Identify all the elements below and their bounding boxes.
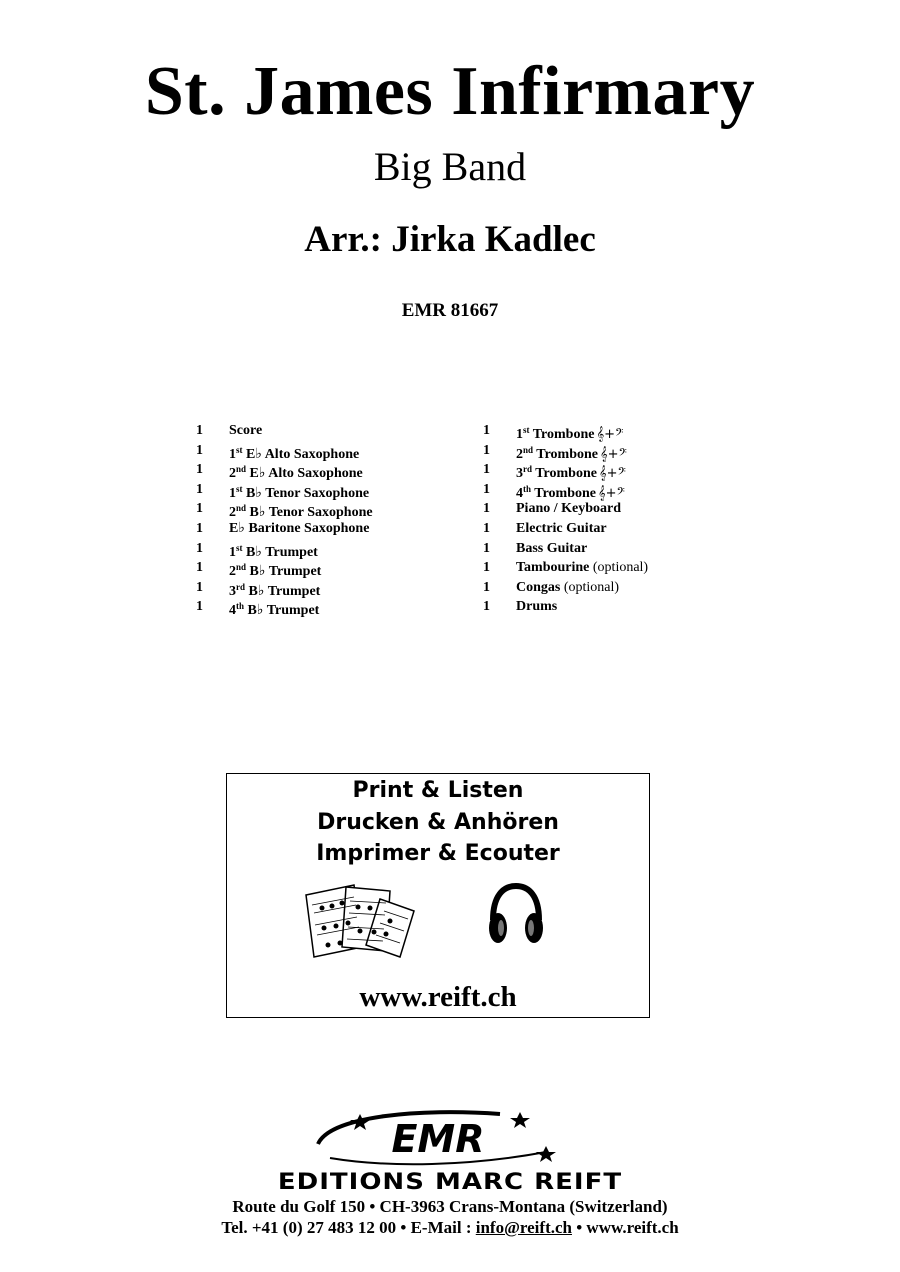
arranger: Arr.: Jirka Kadlec [304, 219, 596, 260]
part-row [196, 421, 373, 441]
part-quantity: 1 [483, 462, 490, 478]
part-ordinal: nd [236, 562, 247, 573]
part-key: E♭ [229, 520, 245, 536]
clef-icon: 𝄞+𝄢 [596, 427, 624, 442]
part-key: B♭ [248, 583, 265, 599]
part-number: 2 [229, 505, 236, 521]
part-number: 1 [229, 446, 236, 462]
part-ordinal: rd [523, 464, 532, 475]
part-instrument: Score [229, 423, 263, 438]
part-instrument: Trumpet [268, 564, 322, 580]
part-quantity: 1 [196, 540, 203, 556]
part-instrument: Trumpet [267, 583, 321, 599]
contact-phone: Tel. +41 (0) 27 483 12 00 • E-Mail : [221, 1218, 476, 1237]
part-quantity: 1 [196, 599, 203, 615]
part-instrument: Electric Guitar [516, 520, 607, 536]
part-quantity: 1 [196, 501, 203, 517]
part-key: B♭ [249, 564, 266, 580]
part-name [229, 558, 321, 578]
part-name [516, 597, 557, 617]
part-instrument: Alto Saxophone [264, 446, 360, 462]
part-number: 1 [516, 427, 523, 442]
part-key: B♭ [246, 544, 262, 560]
part-number: 3 [229, 583, 236, 599]
part-name [516, 578, 619, 598]
part-name [229, 597, 319, 617]
part-row [196, 499, 373, 519]
part-instrument: Trombone [536, 446, 598, 462]
part-number: 1 [229, 544, 236, 560]
part-name [516, 441, 627, 461]
promo-line-english: Print & Listen [352, 778, 524, 803]
part-instrument: Tambourine [516, 560, 590, 576]
part-quantity: 1 [483, 540, 490, 556]
part-ordinal: st [236, 542, 243, 553]
part-instrument: Trumpet [266, 603, 320, 619]
part-ordinal: st [236, 483, 243, 494]
part-instrument: Tenor Saxophone [265, 485, 370, 501]
part-instrument: Piano / Keyboard [516, 501, 622, 517]
part-instrument: Trumpet [265, 544, 318, 560]
clef-icon: 𝄞+𝄢 [599, 446, 627, 462]
promo-url[interactable]: www.reift.ch [359, 981, 517, 1013]
part-ordinal: st [523, 425, 530, 435]
part-quantity: 1 [196, 560, 203, 576]
part-quantity: 1 [196, 579, 203, 595]
part-name [229, 519, 369, 539]
part-row [483, 558, 648, 578]
part-instrument: Tenor Saxophone [268, 505, 373, 521]
part-quantity: 1 [483, 442, 490, 458]
part-row [196, 480, 373, 500]
part-row [483, 460, 648, 480]
part-key: B♭ [247, 603, 264, 619]
publisher-contact [0, 1218, 900, 1238]
parts-list-right [483, 421, 648, 617]
part-number: 3 [516, 466, 523, 482]
part-name [229, 578, 320, 598]
part-quantity: 1 [196, 481, 203, 497]
part-ordinal: nd [523, 444, 534, 455]
part-row [483, 597, 648, 617]
part-quantity: 1 [483, 501, 490, 517]
part-instrument: Congas [516, 579, 561, 595]
part-quantity: 1 [483, 481, 490, 497]
part-quantity: 1 [483, 599, 490, 615]
promo-line-german: Drucken & Anhören [317, 810, 559, 835]
part-name [229, 460, 363, 480]
part-quantity: 1 [483, 579, 490, 595]
part-row [483, 539, 648, 559]
headphones-icon [485, 882, 547, 946]
piece-title: St. James Infirmary [144, 53, 756, 130]
part-name [516, 558, 648, 578]
part-row [483, 499, 648, 519]
clef-icon: 𝄞+𝄢 [598, 466, 626, 482]
part-key: B♭ [249, 505, 266, 521]
logo-text: EMR [391, 1117, 485, 1161]
part-row [196, 597, 373, 617]
sheet-music-icon [302, 881, 420, 959]
contact-web[interactable]: • www.reift.ch [571, 1218, 679, 1237]
part-instrument: Baritone Saxophone [248, 520, 370, 536]
part-instrument: Trombone [535, 466, 597, 482]
part-quantity: 1 [483, 560, 490, 576]
part-name [229, 421, 262, 441]
part-name [229, 441, 359, 461]
part-number: 2 [229, 466, 236, 482]
part-row [196, 558, 373, 578]
part-row [196, 578, 373, 598]
part-key: E♭ [246, 446, 262, 462]
part-key: B♭ [246, 485, 262, 501]
part-row [483, 441, 648, 461]
part-name [229, 480, 369, 500]
part-name [516, 519, 607, 539]
part-number: 1 [229, 485, 236, 501]
part-ordinal: nd [236, 464, 247, 475]
part-ordinal: th [236, 601, 245, 612]
part-quantity: 1 [483, 520, 490, 536]
part-ordinal: th [523, 483, 532, 494]
publisher-brand: EDITIONS MARC REIFT [277, 1169, 623, 1195]
part-quantity: 1 [196, 442, 203, 458]
parts-list-left [196, 421, 373, 617]
part-ordinal: rd [236, 581, 245, 592]
part-row [483, 519, 648, 539]
email-link[interactable]: info@reift.ch [475, 1218, 572, 1237]
part-row [483, 421, 648, 441]
clef-icon: 𝄞+𝄢 [597, 485, 625, 501]
publisher-address: Route du Golf 150 • CH-3963 Crans-Montana (Switzerland) [232, 1197, 668, 1216]
part-instrument: Bass Guitar [516, 540, 588, 556]
optional-note: (optional) [563, 579, 620, 595]
part-row [196, 441, 373, 461]
part-key: E♭ [249, 466, 266, 482]
part-name [229, 499, 373, 519]
part-row [196, 460, 373, 480]
part-row [196, 519, 373, 539]
part-number: 2 [229, 564, 236, 580]
part-quantity: 1 [483, 423, 490, 438]
part-instrument: Trombone [532, 427, 595, 442]
part-name [229, 539, 318, 559]
promo-line-french: Imprimer & Ecouter [316, 841, 560, 866]
part-quantity: 1 [196, 462, 203, 478]
part-ordinal: st [236, 444, 243, 455]
part-row [196, 539, 373, 559]
part-row [483, 578, 648, 598]
part-name [516, 460, 626, 480]
ensemble-subtitle: Big Band [373, 144, 527, 189]
part-name [516, 539, 587, 559]
part-number: 4 [516, 485, 523, 501]
optional-note: (optional) [592, 560, 649, 576]
part-name [516, 499, 621, 519]
print-listen-box [226, 773, 650, 1018]
part-instrument: Alto Saxophone [268, 466, 363, 482]
part-quantity: 1 [196, 520, 203, 536]
part-row [483, 480, 648, 500]
part-name [516, 480, 625, 500]
part-ordinal: nd [236, 503, 247, 514]
emr-logo [300, 1108, 570, 1170]
part-instrument: Trombone [534, 485, 596, 501]
part-number: 4 [229, 603, 236, 619]
catalog-number: EMR 81667 [401, 300, 499, 321]
part-instrument: Drums [516, 599, 558, 615]
part-name [516, 421, 623, 441]
part-quantity: 1 [196, 423, 203, 438]
part-number: 2 [516, 446, 523, 462]
